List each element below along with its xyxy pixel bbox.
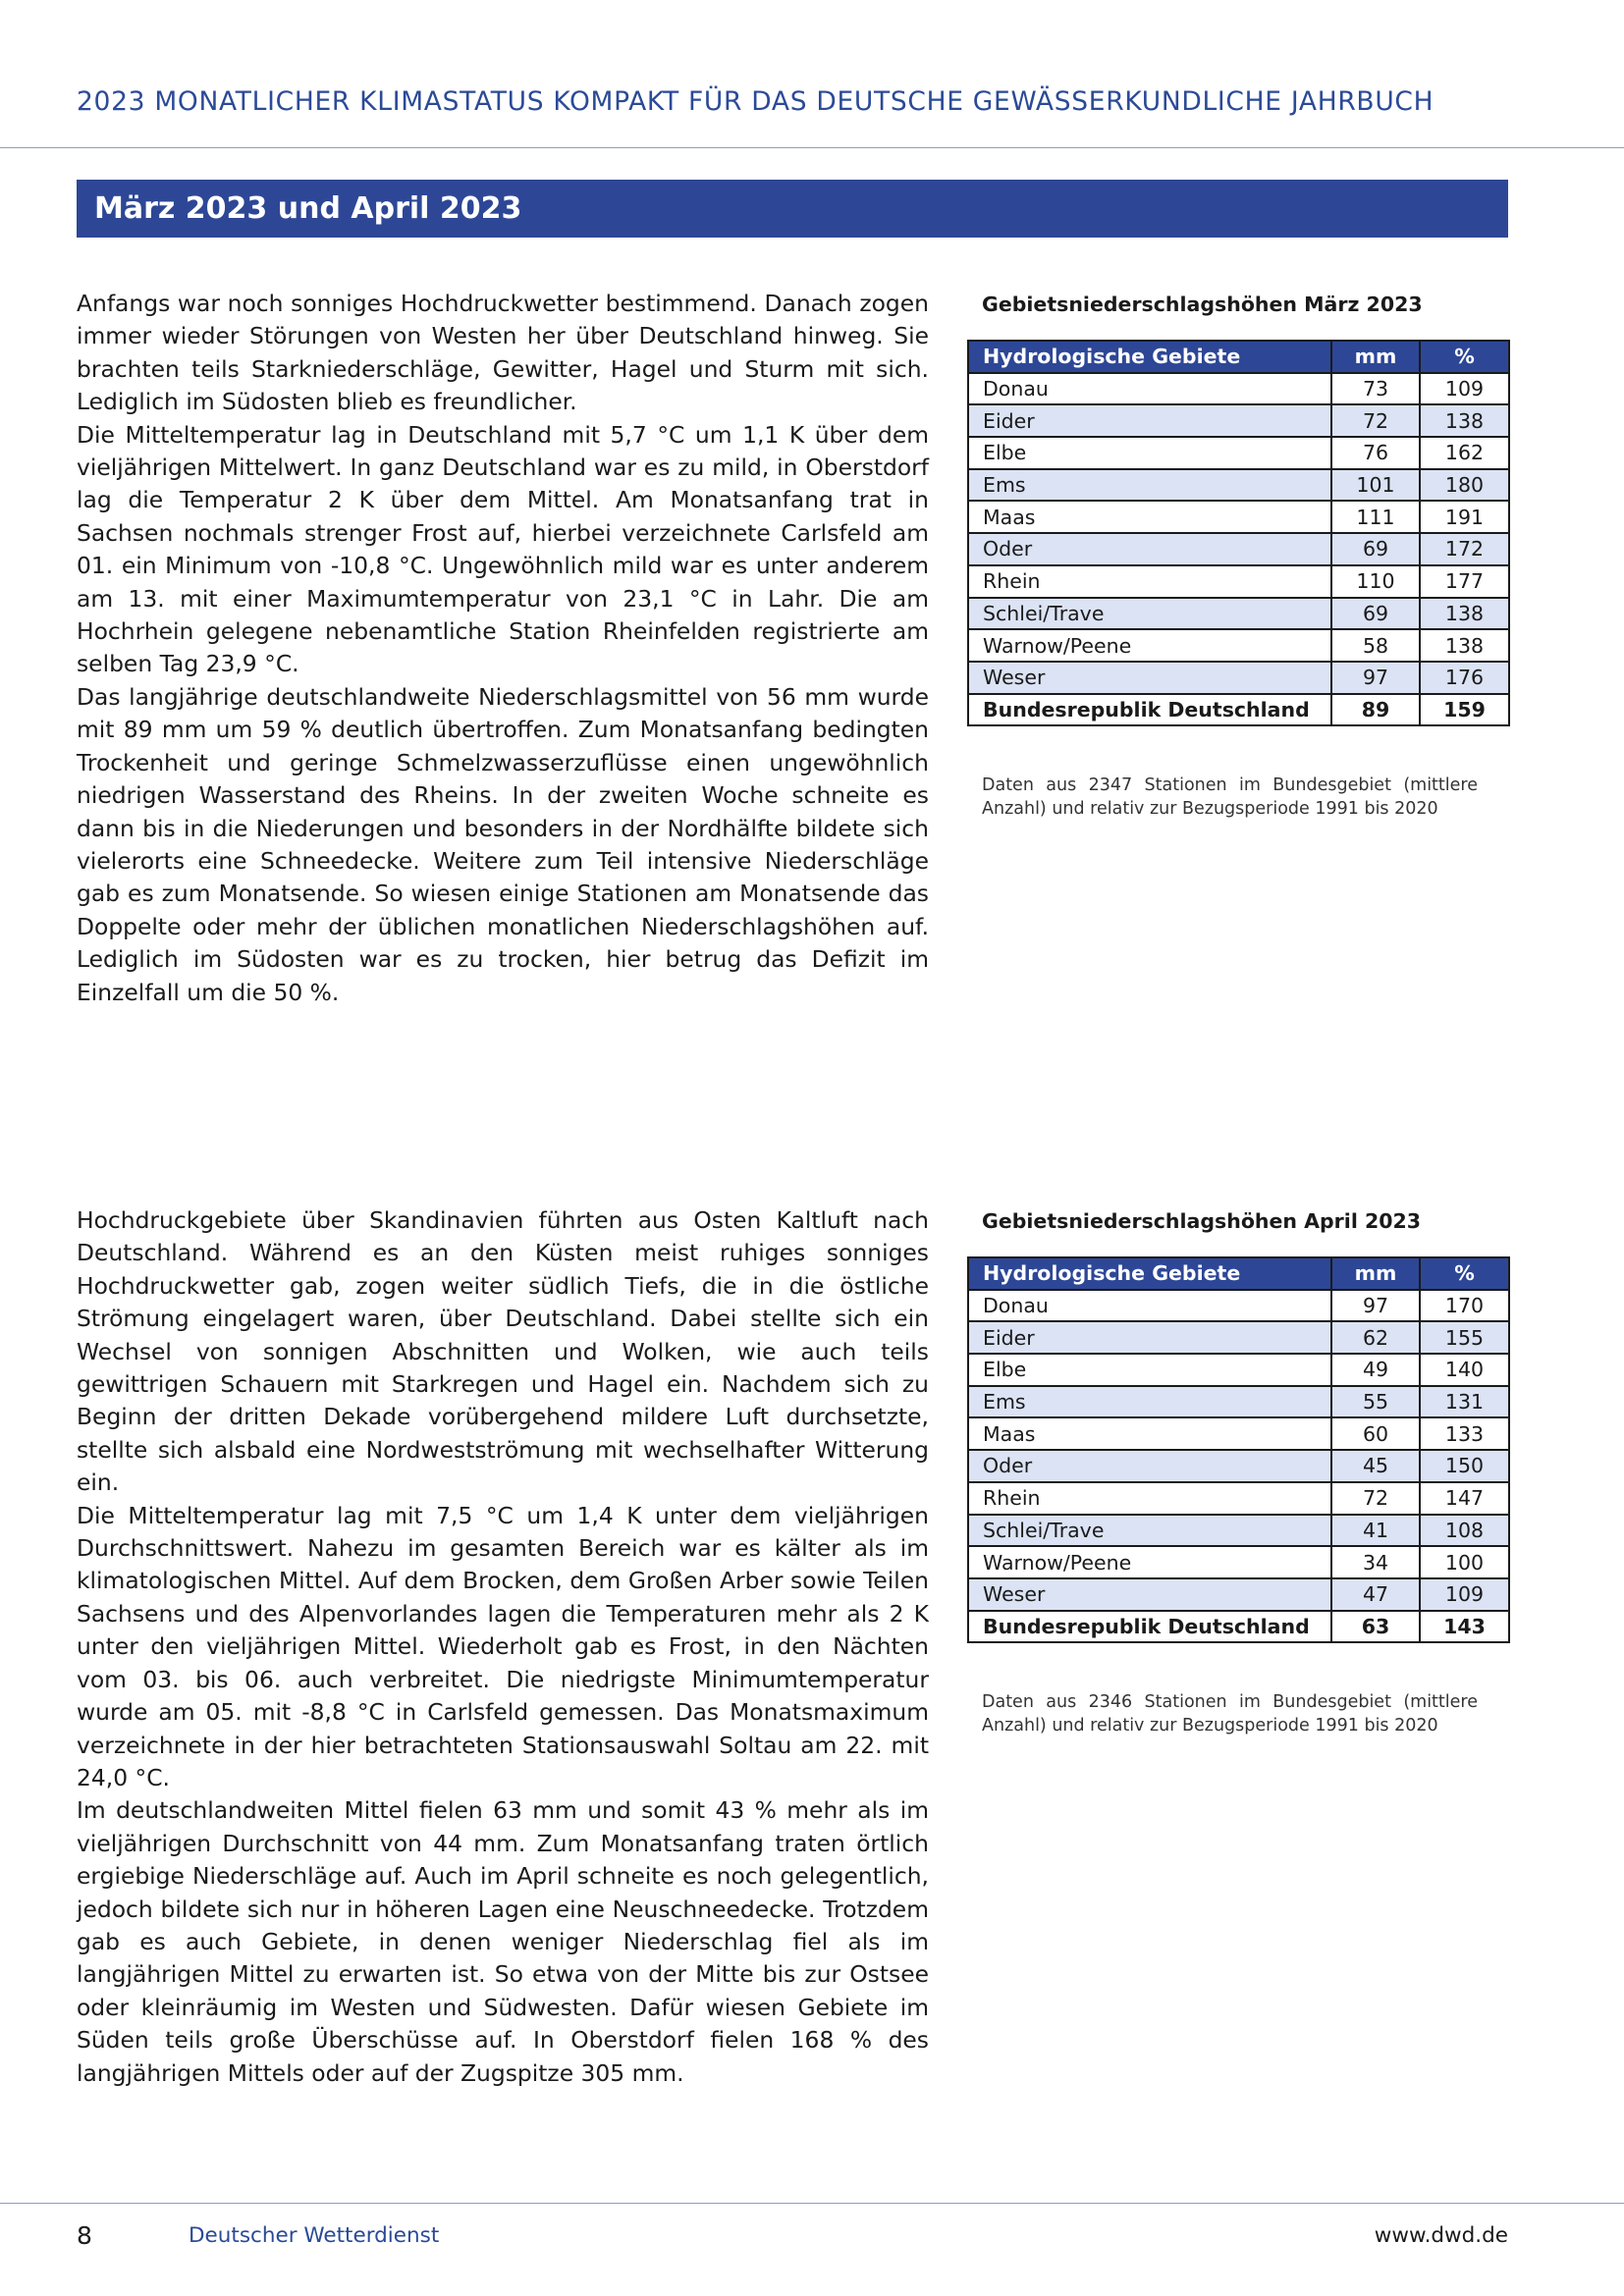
table-row bbox=[968, 662, 1509, 694]
april-body-text bbox=[77, 1204, 929, 2090]
table-row bbox=[968, 1321, 1509, 1354]
table-row bbox=[968, 437, 1509, 469]
table-row bbox=[968, 1578, 1509, 1611]
value-percent: 191 bbox=[1420, 501, 1509, 533]
area-name: Elbe bbox=[968, 1354, 1331, 1386]
area-name: Oder bbox=[968, 533, 1331, 565]
header-hydrological-areas: Hydrologische Gebiete bbox=[968, 1257, 1331, 1290]
table-row bbox=[968, 404, 1509, 437]
header-hydrological-areas: Hydrologische Gebiete bbox=[968, 341, 1331, 373]
value-percent: 109 bbox=[1420, 373, 1509, 405]
value-mm: 41 bbox=[1331, 1515, 1420, 1547]
value-mm: 97 bbox=[1331, 1290, 1420, 1322]
table-header-row bbox=[968, 341, 1509, 373]
area-name: Weser bbox=[968, 1578, 1331, 1611]
table-row bbox=[968, 1386, 1509, 1418]
page-number: 8 bbox=[77, 2221, 92, 2250]
value-percent: 170 bbox=[1420, 1290, 1509, 1322]
value-mm: 47 bbox=[1331, 1578, 1420, 1611]
value-mm: 72 bbox=[1331, 1482, 1420, 1515]
area-name: Eider bbox=[968, 1321, 1331, 1354]
value-percent: 138 bbox=[1420, 404, 1509, 437]
value-mm: 110 bbox=[1331, 565, 1420, 598]
area-name: Rhein bbox=[968, 1482, 1331, 1515]
march-paragraph-3: Das langjährige deutschlandweite Niederschlagsmittel von 56 mm wurde mit 89 mm um 59 % deutlich übertroffen. Zum Monatsanfang bedingten Trockenheit und geringe Schmelzwasserzuflüsse einen ungewöhnlich niedrigen Wasserstand des Rheins. In der zweiten Woche schneite es dann bis in die Niederungen und besonders in der Nordhälfte bildete sich vielerorts eine Schneedecke. Weitere zum Teil intensive Niederschläge gab es zum Monatsende. So wiesen einige Stationen am Monatsende das Doppelte oder mehr der üblichen monatlichen Niederschlagshöhen auf. Lediglich im Südosten war es zu trocken, hier betrug das Defizit im Einzelfall um die 50 %. bbox=[77, 682, 929, 1006]
report-header-title: 2023 MONATLICHER KLIMASTATUS KOMPAKT FÜR DAS DEUTSCHE GEWÄSSERKUNDLICHE JAHRBUCH bbox=[77, 86, 1435, 117]
value-percent: 138 bbox=[1420, 598, 1509, 630]
table-header-row bbox=[968, 1257, 1509, 1290]
march-table-note: Daten aus 2347 Stationen im Bundesgebiet (mittlere Anzahl) und relativ zur Bezugsperiode 1991 bis 2020 bbox=[982, 775, 1478, 819]
area-name: Warnow/Peene bbox=[968, 629, 1331, 662]
area-name: Eider bbox=[968, 404, 1331, 437]
area-name: Rhein bbox=[968, 565, 1331, 598]
area-name: Maas bbox=[968, 501, 1331, 533]
table-row bbox=[968, 1515, 1509, 1547]
table-total-row bbox=[968, 1611, 1509, 1643]
footer-website-link[interactable]: www.dwd.de bbox=[1374, 2223, 1508, 2248]
value-mm: 69 bbox=[1331, 598, 1420, 630]
value-mm: 60 bbox=[1331, 1417, 1420, 1450]
value-mm: 49 bbox=[1331, 1354, 1420, 1386]
value-mm: 69 bbox=[1331, 533, 1420, 565]
area-name: Donau bbox=[968, 373, 1331, 405]
footer-organization: Deutscher Wetterdienst bbox=[189, 2223, 440, 2248]
header-percent: % bbox=[1420, 341, 1509, 373]
march-precipitation-table bbox=[967, 340, 1510, 726]
total-percent: 143 bbox=[1420, 1611, 1509, 1643]
value-percent: 172 bbox=[1420, 533, 1509, 565]
table-row bbox=[968, 373, 1509, 405]
area-name: Maas bbox=[968, 1417, 1331, 1450]
value-mm: 45 bbox=[1331, 1450, 1420, 1482]
april-precipitation-table bbox=[967, 1256, 1510, 1643]
table-row bbox=[968, 1450, 1509, 1482]
value-percent: 147 bbox=[1420, 1482, 1509, 1515]
value-percent: 180 bbox=[1420, 469, 1509, 502]
value-percent: 162 bbox=[1420, 437, 1509, 469]
march-table-caption: Gebietsniederschlagshöhen März 2023 bbox=[982, 293, 1423, 316]
table-row bbox=[968, 469, 1509, 502]
value-mm: 97 bbox=[1331, 662, 1420, 694]
table-row bbox=[968, 1482, 1509, 1515]
area-name: Weser bbox=[968, 662, 1331, 694]
value-percent: 155 bbox=[1420, 1321, 1509, 1354]
value-mm: 34 bbox=[1331, 1546, 1420, 1578]
value-percent: 138 bbox=[1420, 629, 1509, 662]
header-divider bbox=[0, 147, 1624, 148]
table-row bbox=[968, 1354, 1509, 1386]
value-mm: 62 bbox=[1331, 1321, 1420, 1354]
table-row bbox=[968, 533, 1509, 565]
april-paragraph-1: Hochdruckgebiete über Skandinavien führten aus Osten Kaltluft nach Deutschland. Während es an den Küsten meist ruhiges sonniges Hochdruckwetter gab, zogen weiter südlich Tiefs, die in die östliche Strömung eingelagert waren, über Deutschland. Dabei stellte sich ein Wechsel von sonnigen Abschnitten und Wolken, wie auch teils gewittrigen Schauern mit Starkregen und Hagel ein. Nachdem sich zu Beginn der dritten Dekade vorübergehend mildere Luft durchsetzte, stellte sich alsbald eine Nordwestströmung mit wechselhafter Witterung ein. bbox=[77, 1206, 929, 1497]
area-name: Elbe bbox=[968, 437, 1331, 469]
march-paragraph-1: Anfangs war noch sonniges Hochdruckwetter bestimmend. Danach zogen immer wieder Störungen von Westen her über Deutschland hinweg. Sie brachten teils Starkniederschläge, Gewitter, Hagel und Sturm mit sich. Lediglich im Südosten blieb es freundlicher. bbox=[77, 290, 929, 416]
april-paragraph-2: Die Mitteltemperatur lag mit 7,5 °C um 1,4 K unter dem vieljährigen Durchschnittswert. Nahezu im gesamten Bereich war es kälter als im klimatologischen Mittel. Auf dem Brocken, dem Großen Arber sowie Teilen Sachsens und des Alpenvorlandes lagen die Temperaturen mehr als 2 K unter den vieljährigen Mittel. Wiederholt gab es Frost, in den Nächten vom 03. bis 06. auch verbreitet. Die niedrigste Minimumtemperatur wurde am 05. mit -8,8 °C in Carlsfeld gemessen. Das Monatsmaximum verzeichnete in der hier betrachteten Stationsauswahl Soltau am 22. mit 24,0 °C. bbox=[77, 1501, 929, 1791]
total-mm: 63 bbox=[1331, 1611, 1420, 1643]
value-percent: 108 bbox=[1420, 1515, 1509, 1547]
march-body-text bbox=[77, 288, 929, 1009]
table-row bbox=[968, 565, 1509, 598]
value-percent: 100 bbox=[1420, 1546, 1509, 1578]
april-table-caption: Gebietsniederschlagshöhen April 2023 bbox=[982, 1209, 1422, 1233]
value-percent: 140 bbox=[1420, 1354, 1509, 1386]
value-percent: 150 bbox=[1420, 1450, 1509, 1482]
value-mm: 101 bbox=[1331, 469, 1420, 502]
value-percent: 109 bbox=[1420, 1578, 1509, 1611]
area-name: Schlei/Trave bbox=[968, 598, 1331, 630]
total-name: Bundesrepublik Deutschland bbox=[968, 1611, 1331, 1643]
table-row bbox=[968, 1290, 1509, 1322]
value-percent: 177 bbox=[1420, 565, 1509, 598]
april-paragraph-3: Im deutschlandweiten Mittel fielen 63 mm und somit 43 % mehr als im vieljährigen Durchschnitt von 44 mm. Zum Monatsanfang traten örtlich ergiebige Niederschläge auf. Auch im April schneite es noch gelegentlich, jedoch bildete sich nur in höheren Lagen eine Neuschneedecke. Trotzdem gab es auch Gebiete, in denen weniger Niederschlag fiel als im langjährigen Mittel zu erwarten ist. So etwa von der Mitte bis zur Ostsee oder kleinräumig im Westen und Südwesten. Dafür wiesen Gebiete im Süden teils große Überschüsse auf. In Oberstdorf fielen 168 % des langjährigen Mittels oder auf der Zugspitze 305 mm. bbox=[77, 1796, 929, 2087]
value-mm: 72 bbox=[1331, 404, 1420, 437]
total-name: Bundesrepublik Deutschland bbox=[968, 694, 1331, 726]
table-row bbox=[968, 1417, 1509, 1450]
footer-divider bbox=[0, 2203, 1624, 2204]
value-mm: 76 bbox=[1331, 437, 1420, 469]
header-percent: % bbox=[1420, 1257, 1509, 1290]
value-percent: 133 bbox=[1420, 1417, 1509, 1450]
table-row bbox=[968, 629, 1509, 662]
table-row bbox=[968, 1546, 1509, 1578]
value-mm: 111 bbox=[1331, 501, 1420, 533]
value-mm: 55 bbox=[1331, 1386, 1420, 1418]
area-name: Warnow/Peene bbox=[968, 1546, 1331, 1578]
april-table-note: Daten aus 2346 Stationen im Bundesgebiet (mittlere Anzahl) und relativ zur Bezugsperiode 1991 bis 2020 bbox=[982, 1692, 1478, 1735]
value-percent: 131 bbox=[1420, 1386, 1509, 1418]
header-mm: mm bbox=[1331, 1257, 1420, 1290]
area-name: Schlei/Trave bbox=[968, 1515, 1331, 1547]
header-mm: mm bbox=[1331, 341, 1420, 373]
march-paragraph-2: Die Mitteltemperatur lag in Deutschland mit 5,7 °C um 1,1 K über dem vieljährigen Mittelwert. In ganz Deutschland war es zu mild, in Oberstdorf lag die Temperatur 2 K über dem Mittel. Am Monatsanfang trat in Sachsen nochmals strenger Frost auf, hierbei verzeichnete Carlsfeld am 01. ein Minimum von -10,8 °C. Ungewöhnlich mild war es unter anderem am 13. mit einer Maximumtemperatur von 23,1 °C in Lahr. Die am Hochrhein gelegene nebenamtliche Station Rheinfelden registrierte am selben Tag 23,9 °C. bbox=[77, 420, 929, 678]
value-mm: 58 bbox=[1331, 629, 1420, 662]
section-title: März 2023 und April 2023 bbox=[77, 180, 1508, 238]
table-row bbox=[968, 598, 1509, 630]
area-name: Oder bbox=[968, 1450, 1331, 1482]
table-row bbox=[968, 501, 1509, 533]
area-name: Donau bbox=[968, 1290, 1331, 1322]
total-percent: 159 bbox=[1420, 694, 1509, 726]
area-name: Ems bbox=[968, 469, 1331, 502]
value-percent: 176 bbox=[1420, 662, 1509, 694]
value-mm: 73 bbox=[1331, 373, 1420, 405]
table-total-row bbox=[968, 694, 1509, 726]
total-mm: 89 bbox=[1331, 694, 1420, 726]
area-name: Ems bbox=[968, 1386, 1331, 1418]
